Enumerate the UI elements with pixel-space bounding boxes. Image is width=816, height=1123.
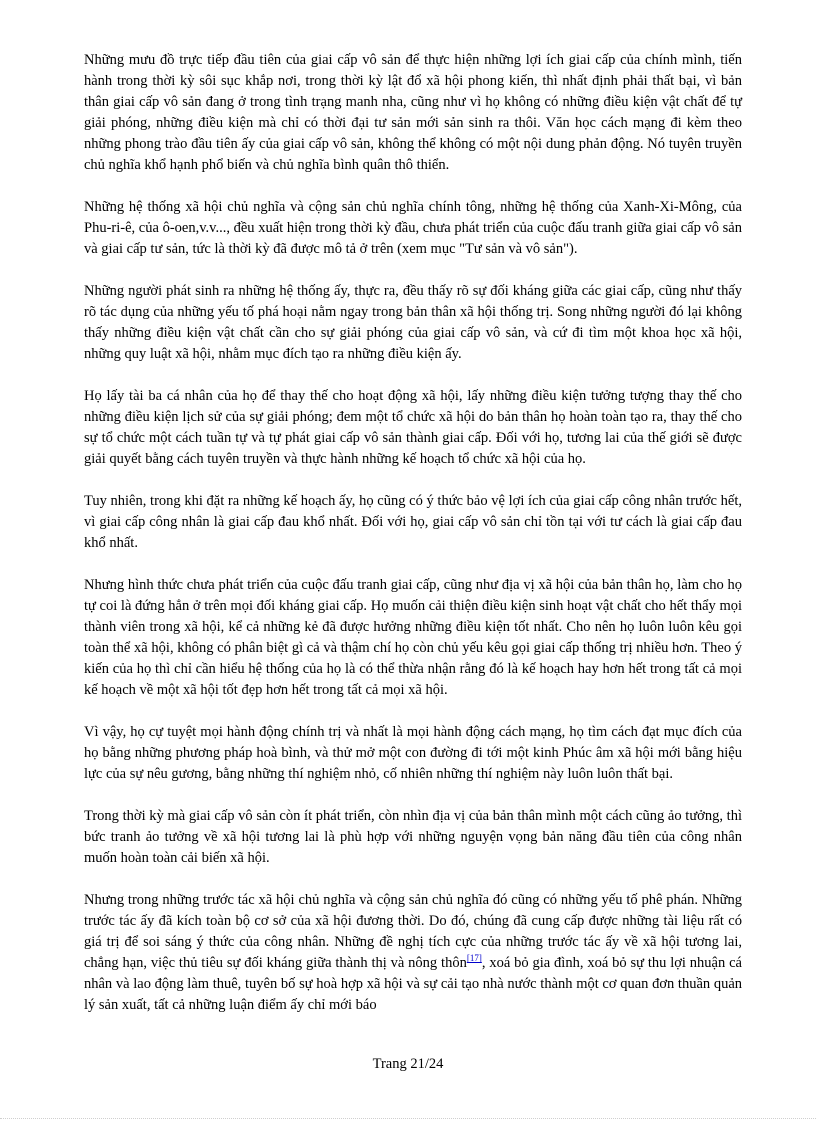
paragraph-2: Những hệ thống xã hội chủ nghĩa và cộng sản chủ nghĩa chính tông, những hệ thống của Xanh-Xi-Mông, của Phu-ri-ê, của ô-oen,v.v..., đều xuất hiện trong thời kỳ đầu, chưa phát triển của cuộc đấu tranh giữa giai cấp vô sản và giai cấp tư sản, tức là thời kỳ đã được mô tả ở trên (xem mục "Tư sản và vô sản"). bbox=[84, 199, 742, 257]
paragraph-6: Nhưng hình thức chưa phát triển của cuộc đấu tranh giai cấp, cũng như địa vị xã hội của bản thân họ, làm cho họ tự coi là đứng hẳn ở trên mọi đối kháng giai cấp. Họ muốn cải thiện điều kiện sinh hoạt vật chất cho hết thẩy mọi thành viên trong xã hội, kể cả những kẻ đã được hưởng những điều kiện tốt nhất. Cho nên họ luôn luôn kêu gọi toàn thể xã hội, không có phân biệt gì cả và thậm chí họ còn chủ yếu kêu gọi giai cấp thống trị nhiều hơn. Theo ý kiến của họ thì chỉ cần hiểu hệ thống của họ là có thể thừa nhận rằng đó là kế hoạch hay hơn hết trong tất cả mọi kế hoạch về một xã hội tốt đẹp hơn hết trong tất cả mọi xã hội. bbox=[84, 577, 742, 698]
paragraph-3: Những người phát sinh ra những hệ thống ấy, thực ra, đều thấy rõ sự đối kháng giữa các giai cấp, cũng như thấy rõ tác dụng của những yếu tố phá hoại nằm ngay trong bản thân xã hội thống trị. Song những người đó lại không thấy những điều kiện vật chất cần cho sự giải phóng của giai cấp vô sản, và cứ đi tìm một khoa học xã hội, những quy luật xã hội, nhằm mục đích tạo ra những điều kiện ấy. bbox=[84, 283, 742, 362]
paragraph-7: Vì vậy, họ cự tuyệt mọi hành động chính trị và nhất là mọi hành động cách mạng, họ tìm cách đạt mục đích của họ bằng những phương pháp hoà bình, và thử mở một con đường đi tới một kinh Phúc âm xã hội mới bằng hiệu lực của sự nêu gương, bằng những thí nghiệm nhỏ, cố nhiên những thí nghiệm này luôn luôn thất bại. bbox=[84, 724, 742, 782]
paragraph-9-text-after: , xoá bỏ gia đình, xoá bỏ sự thu lợi nhuận cá nhân và lao động làm thuê, tuyên bố sự hoà hợp xã hội và sự cải tạo nhà nước thành một cơ quan đơn thuần quản lý sản xuất, tất cả những luận điểm ấy chỉ mới báo bbox=[84, 955, 742, 1013]
paragraph-5: Tuy nhiên, trong khi đặt ra những kế hoạch ấy, họ cũng có ý thức bảo vệ lợi ích của giai cấp công nhân trước hết, vì giai cấp công nhân là giai cấp đau khổ nhất. Đối với họ, giai cấp vô sản chỉ tồn tại với tư cách là giai cấp đau khổ nhất. bbox=[84, 493, 742, 551]
footnote-link[interactable]: [17] bbox=[466, 953, 482, 964]
page-edge-divider bbox=[0, 1118, 816, 1119]
paragraph-4: Họ lấy tài ba cá nhân của họ để thay thế cho hoạt động xã hội, lấy những điều kiện tưởng tượng thay thế cho những điều kiện lịch sử của sự giải phóng; đem một tổ chức xã hội do bản thân họ hoàn toàn tạo ra, thay thế cho sự tổ chức một cách tuần tự và tự phát giai cấp vô sản thành giai cấp. Đối với họ, tương lai của thế giới sẽ được giải quyết bằng cách tuyên truyền và thực hành những kế hoạch tổ chức xã hội của họ. bbox=[84, 388, 742, 467]
page-number: Trang 21/24 bbox=[372, 1056, 444, 1072]
document-body bbox=[84, 50, 742, 1016]
paragraph-8: Trong thời kỳ mà giai cấp vô sản còn ít phát triển, còn nhìn địa vị của bản thân mình một cách cũng ảo tưởng, thì bức tranh ảo tưởng về xã hội tương lai là phù hợp với những nguyện vọng bản năng đầu tiên của công nhân muốn hoàn toàn cải biến xã hội. bbox=[84, 808, 742, 866]
paragraph-9-text-before: Nhưng trong những trước tác xã hội chủ nghĩa và cộng sản chủ nghĩa đó cũng có những yếu tố phê phán. Những trước tác ấy đã kích toàn bộ cơ sở của xã hội đương thời. Do đó, chúng đã cung cấp được những tài liệu rất có giá trị để soi sáng ý thức của công nhân. Những đề nghị tích cực của những trước tác ấy về xã hội tương lai, chẳng hạn, việc thủ tiêu sự đối kháng giữa thành thị và nông thôn bbox=[84, 892, 742, 971]
paragraph-1: Những mưu đồ trực tiếp đầu tiên của giai cấp vô sản để thực hiện những lợi ích giai cấp của chính mình, tiến hành trong thời kỳ sôi sục khắp nơi, trong thời kỳ lật đổ xã hội phong kiến, thì nhất định phải thất bại, vì bản thân giai cấp vô sản đang ở trong tình trạng manh nha, cũng như vì họ không có những điều kiện vật chất để tự giải phóng, những điều kiện mà chỉ có thời đại tư sản mới sản sinh ra thôi. Văn học cách mạng đi kèm theo những phong trào đầu tiên ấy của giai cấp vô sản, không thể không có một nội dung phản động. Nó tuyên truyền chủ nghĩa khổ hạnh phổ biến và chủ nghĩa bình quân thô thiển. bbox=[84, 52, 742, 173]
paragraph-9 bbox=[84, 890, 742, 1016]
